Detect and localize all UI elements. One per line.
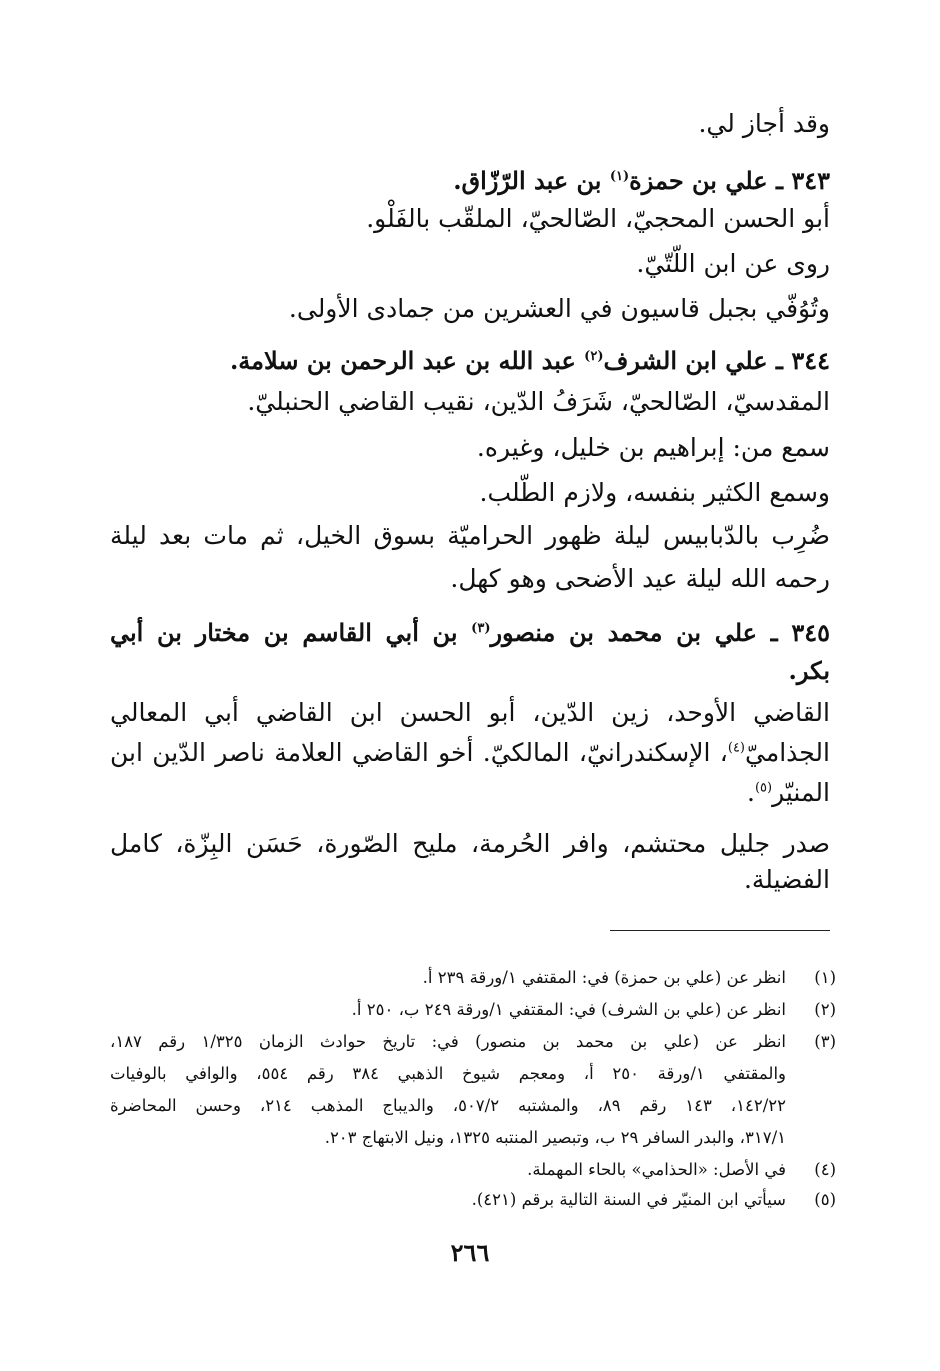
entry-heading-343 <box>110 165 830 197</box>
footnote-number: (٢) <box>814 1000 836 1019</box>
text-line: سمع من: إبراهيم بن خليل، وغيره. <box>476 433 830 462</box>
text-line: وقد أجاز لي. <box>698 109 830 138</box>
footnote-number: (٣) <box>814 1032 836 1051</box>
entry-name-rest: بن أبي القاسم بن مختار بن أبي <box>110 618 472 647</box>
text-line: صدر جليل محتشم، وافر الحُرمة، مليح الصّورة، حَسَن البِزّة، كامل <box>110 829 830 858</box>
text-line: رحمه الله ليلة عيد الأضحى وهو كهل. <box>450 564 830 593</box>
entry-name-rest: عبد الله بن عبد الرحمن بن سلامة. <box>229 346 585 375</box>
entry-name-rest: بن عبد الرّزّاق. <box>453 166 610 195</box>
text-line: الفضيلة. <box>743 865 830 894</box>
entry-number-name: ٣٤٤ ـ علي ابن الشرف <box>603 346 830 375</box>
footnote-ref: (٣) <box>471 621 491 636</box>
footnote-text: انظر عن (علي بن حمزة) في: المقتفي ١/ورقة ٢٣٩ أ. <box>422 968 786 987</box>
text-line <box>110 777 830 809</box>
entry-heading-345 <box>110 617 830 649</box>
text-line: القاضي الأوحد، زين الدّين، أبو الحسن ابن القاضي أبي المعالي <box>110 698 830 727</box>
text-line: ضُرِب بالدّبابيس ليلة ظهور الحراميّة بسوق الخيل، ثم مات بعد ليلة <box>110 521 830 550</box>
line-rest: . <box>747 778 755 807</box>
footnote-text: انظر عن (علي بن محمد بن منصور) في: تاريخ حوادث الزمان ١/٣٢٥ رقم ١٨٧، <box>110 1032 786 1051</box>
footnote-text: ١٤٢/٢٢، ١٤٣ رقم ٨٩، والمشتبه ٥٠٧/٢، والديباج المذهب ٢١٤، وحسن المحاضرة <box>110 1096 787 1115</box>
footnote-text: سيأتي ابن المنيّر في السنة التالية برقم (٤٢١). <box>471 1190 786 1209</box>
text-line: بكر. <box>788 656 830 685</box>
text-line: وتُوُفّي بجبل قاسيون في العشرين من جمادى الأولى. <box>288 294 830 323</box>
page-number: ٢٦٦ <box>450 1238 490 1267</box>
footnote-ref: (٤) <box>727 740 745 756</box>
footnote-number: (٥) <box>814 1190 836 1209</box>
text-line: المقدسيّ، الصّالحيّ، شَرَفُ الدّين، نقيب القاضي الحنبليّ. <box>247 387 830 416</box>
footnote-text: انظر عن (علي بن الشرف) في: المقتفي ١/ورقة ٢٤٩ ب، ٢٥٠ أ. <box>351 1000 786 1019</box>
text-line <box>110 737 830 769</box>
footnote-separator <box>610 930 830 931</box>
footnote-text: في الأصل: «الحذامي» بالحاء المهملة. <box>527 1160 786 1179</box>
line-rest: ، الإسكندرانيّ، المالكيّ. أخو القاضي العلامة ناصر الدّين ابن <box>110 738 728 767</box>
text-line: أبو الحسن المحجيّ، الصّالحيّ، الملقّب بالفَلْو. <box>366 204 830 233</box>
text-line: روى عن ابن اللّتّيّ. <box>636 249 830 278</box>
footnote-number: (١) <box>814 968 836 987</box>
text-line: وسمع الكثير بنفسه، ولازم الطّلب. <box>479 478 830 507</box>
entry-number-name: ٣٤٥ ـ علي بن محمد بن منصور <box>490 618 831 647</box>
name-text: الجذاميّ <box>745 738 830 767</box>
footnote-text: والمقتفي ١/ورقة ٢٥٠ أ، ومعجم شيوخ الذهبي ٣٨٤ رقم ٥٥٤، والوافي بالوفيات <box>110 1064 787 1083</box>
entry-heading-344 <box>110 345 830 377</box>
footnote-number: (٤) <box>814 1160 836 1179</box>
footnote-ref: (٢) <box>584 349 604 364</box>
entry-number-name: ٣٤٣ ـ علي بن حمزة <box>629 166 830 195</box>
footnote-ref: (١) <box>609 169 630 184</box>
name-text: المنيّر <box>772 778 830 807</box>
footnote-ref: (٥) <box>754 780 773 796</box>
footnote-text: ٣١٧/١، والبدر السافر ٢٩ ب، وتبصير المنتبه ١٣٢٥، ونيل الابتهاج ٢٠٣. <box>324 1128 786 1147</box>
